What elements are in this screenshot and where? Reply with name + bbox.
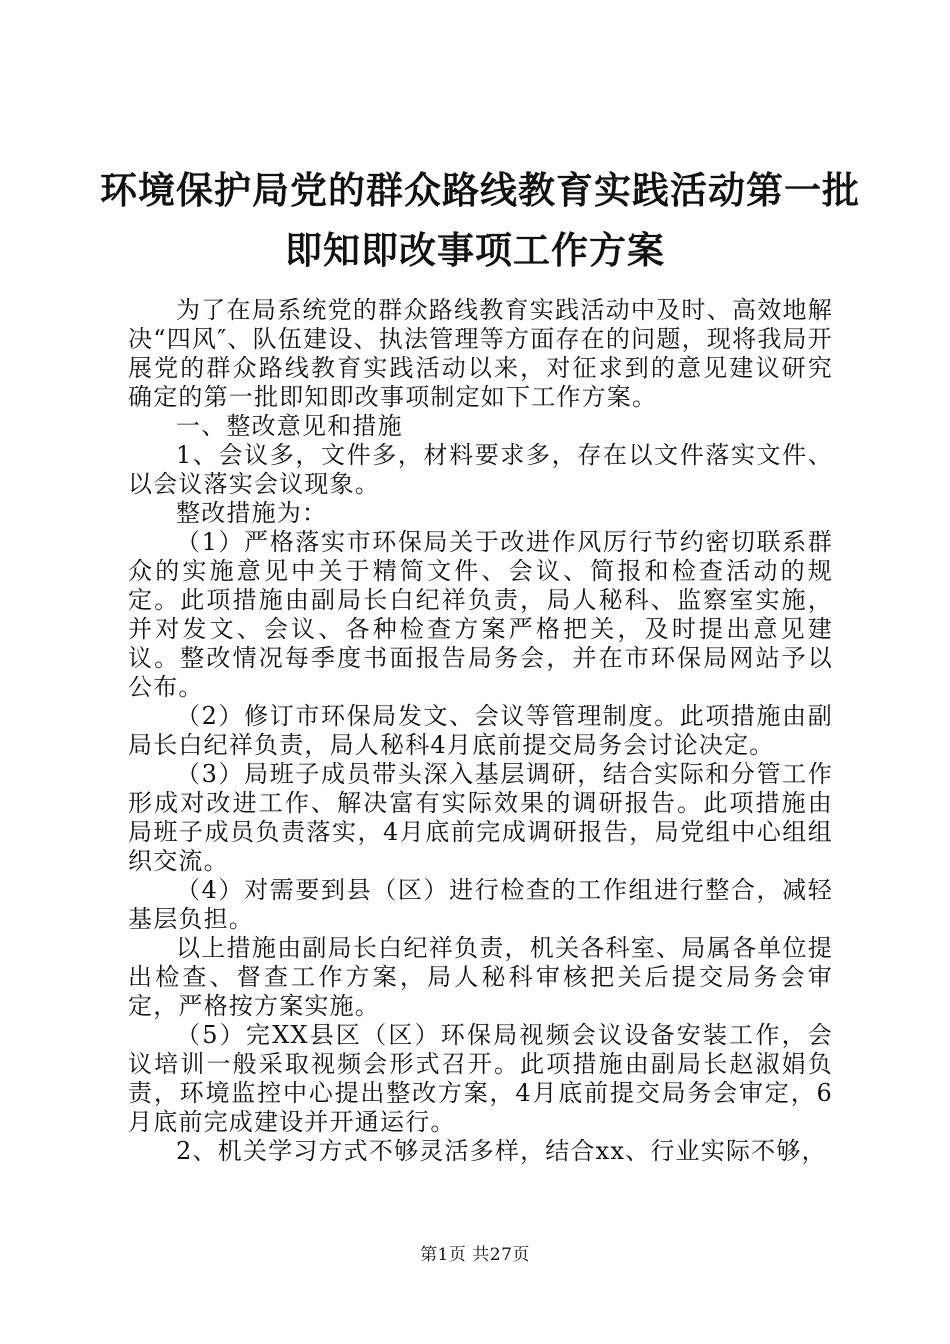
document-body: [128, 296, 833, 1166]
measure-3: （3）局班子成员带头深入基层调研，结合实际和分管工作形成对改进工作、解决富有实际效果的调研报告。此项措施由局班子成员负责落实，4月底前完成调研报告，局党组中心组组织交流。: [128, 760, 833, 875]
measures-summary: 以上措施由副局长白纪祥负责，机关各科室、局属各单位提出检查、督查工作方案，局人秘科审核把关后提交局务会审定，严格按方案实施。: [128, 934, 833, 1020]
document-title-line-2: 即知即改事项工作方案: [285, 229, 665, 272]
measure-1: （1）严格落实市环保局关于改进作风厉行节约密切联系群众的实施意见中关于精简文件、会议、简报和检查活动的规定。此项措施由副局长白纪祥负责，局人秘科、监察室实施，并对发文、会议、各种检查方案严格把关，及时提出意见建议。整改情况每季度书面报告局务会，并在市环保局网站予以公布。: [128, 528, 833, 701]
document-title-line-1: 环境保护局党的群众路线教育实践活动第一批: [100, 169, 860, 212]
section-heading: 一、整改意见和措施: [176, 412, 403, 440]
measure-2: （2）修订市环保局发文、会议等管理制度。此项措施由副局长白纪祥负责，局人秘科4月底前提交局务会讨论决定。: [128, 702, 833, 759]
issue-2: 2、机关学习方式不够灵活多样，结合xx、行业实际不够，: [176, 1137, 827, 1165]
paragraph-intro: 为了在局系统党的群众路线教育实践活动中及时、高效地解决“四风″、队伍建设、执法管理等方面存在的问题，现将我局开展党的群众路线教育实践活动以来，对征求到的意见建议研究确定的第一批即知即改事项制定如下工作方案。: [128, 296, 833, 411]
page-footer: 第1页 共27页: [420, 1245, 530, 1265]
issue-1: 1、会议多，文件多，材料要求多，存在以文件落实文件、以会议落实会议现象。: [128, 441, 833, 498]
measure-5: （5）完XX县区（区）环保局视频会议设备安装工作，会议培训一般采取视频会形式召开。此项措施由副局长赵淑娟负责，环境监控中心提出整改方案，4月底前提交局务会审定，6月底前完成建设并开通运行。: [128, 1021, 833, 1136]
measure-4: （4）对需要到县（区）进行检查的工作组进行整合，减轻基层负担。: [128, 876, 833, 933]
measures-label: 整改措施为：: [176, 499, 328, 527]
